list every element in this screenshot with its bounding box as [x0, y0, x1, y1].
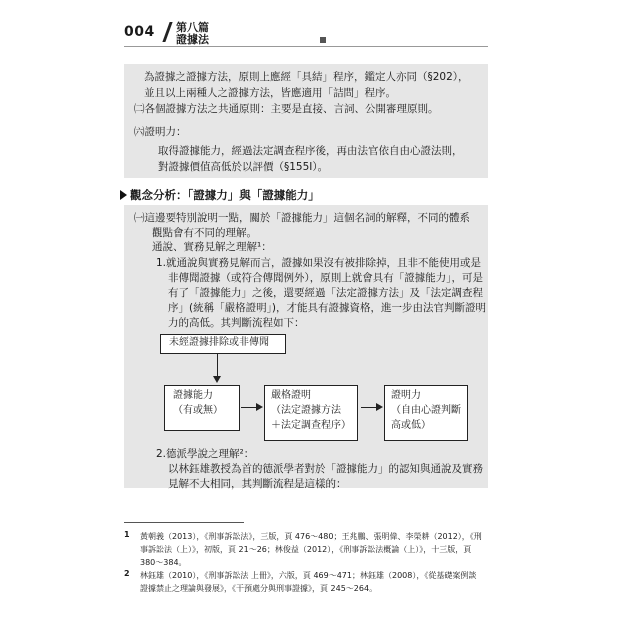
flow-box-b-line-1: 嚴格證明 [271, 390, 311, 401]
flow-top-box [160, 334, 286, 354]
footnote-2-mark: 2 [124, 569, 130, 578]
flow-arrow-down-icon [213, 376, 221, 383]
box2-p1-line-2: 觀點會有不同的理解。 [152, 227, 257, 239]
footnote-1-line-1: 黃朝義（2013），《刑事訴訟法》，三版，頁 476～480；王兆鵬、張明偉、李榮耕（2012），《刑 [140, 532, 482, 541]
box1-line-3: ㈡各個證據方法之共通原則：主要是直接、言詞、公開審理原則。 [134, 103, 439, 115]
flow-arrow-right-icon-2 [376, 403, 383, 411]
footnote-rule [124, 522, 244, 523]
flow-box-b-line-3: ＋法定調查程序） [271, 420, 351, 431]
flow-box-c-line-1: 證明力 [391, 390, 421, 401]
page-number: 004 [124, 24, 155, 40]
chapter-title: 證據法 [176, 33, 209, 46]
flow-box-strict-proof [264, 385, 358, 441]
header-rule [124, 46, 488, 47]
chapter-number: 第八篇 [176, 21, 209, 34]
box1-line-2: 並且以上兩種人之證據方法，皆應適用「詰問」程序。 [144, 87, 396, 99]
chapter-label [176, 22, 209, 46]
item6-heading: ㈥證明力： [134, 126, 187, 138]
flow-top-box-text: 未經證據排除或非傳聞 [169, 337, 269, 348]
box2-p3-line-4: 序」(統稱「嚴格證明」)，才能具有證據資格，進一步由法官判斷證明 [168, 302, 486, 314]
box2-p5-line-2: 見解不大相同，其判斷流程是這樣的： [168, 478, 347, 490]
footnote-1-line-3: 380～384。 [140, 558, 187, 567]
section-heading-text: 觀念分析：「證據力」與「證據能力」 [130, 188, 320, 202]
triangle-bullet-icon [120, 190, 127, 200]
box1-line-1: 為證據之證據方法，原則上應經「具結」程序，鑑定人亦同（§202）， [144, 71, 469, 83]
box2-p3-line-1: 1.就通說與實務見解而言，證據如果沒有被排除掉，且非不能使用或是 [156, 257, 482, 269]
item6-line-2: 對證據價值高低於以評價（§155Ⅰ）。 [158, 161, 329, 173]
flow-box-c-line-3: 高或低） [391, 420, 431, 431]
header-slash-decoration [162, 22, 172, 42]
box2-p1-line-1: ㈠這邊要特別說明一點，關於「證據能力」這個名詞的解釋，不同的體系 [134, 212, 470, 224]
box2-p3-line-2: 非傳聞證據（或符合傳聞例外），原則上就會具有「證據能力」，可是 [168, 272, 483, 284]
footnote-1-line-2: 事訴訟法（上）》，初版，頁 21～26；林俊益（2012），《刑事訴訟法概論（上）》，十三版，頁 [140, 545, 472, 554]
flow-box-b-line-2: （法定證據方法 [271, 405, 341, 416]
flow-box-a-line-1: 證據能力 [173, 390, 213, 401]
box2-p2: 通說、實務見解之理解¹： [152, 241, 272, 253]
flow-box-evidence-ability [164, 385, 240, 431]
flow-arrow-down-line [217, 353, 218, 378]
item6-line-1: 取得證據能力，經過法定調查程序後，再由法官依自由心證法則， [158, 145, 463, 157]
box2-p5-line-1: 以林鈺雄教授為首的德派學者對於「證據能力」的認知與通說及實務 [168, 463, 483, 475]
box2-p3-line-3: 有了「證據能力」之後，還要經過「法定證據方法」及「法定調查程 [168, 287, 483, 299]
box2-p4: 2.德派學說之理解²： [156, 448, 255, 460]
flow-box-c-line-2: （自由心證判斷 [391, 405, 461, 416]
flow-box-a-line-2: （有或無） [173, 405, 223, 416]
footnote-2-line-1: 林鈺雄（2010），《刑事訴訟法 上冊》，六版，頁 469～471；林鈺雄（2008），《從基礎案例談 [140, 571, 477, 580]
flow-box-probative-value [384, 385, 468, 441]
header-square-decoration [320, 37, 326, 43]
flow-arrow-right-icon-1 [256, 403, 263, 411]
box2-p3-line-5: 力的高低。其判斷流程如下： [168, 317, 305, 329]
footnote-1-mark: 1 [124, 530, 130, 539]
footnote-2-line-2: 證據禁止之理論與發展》，《干預處分與刑事證據》，頁 245～264。 [140, 584, 378, 593]
section-heading [120, 187, 320, 203]
